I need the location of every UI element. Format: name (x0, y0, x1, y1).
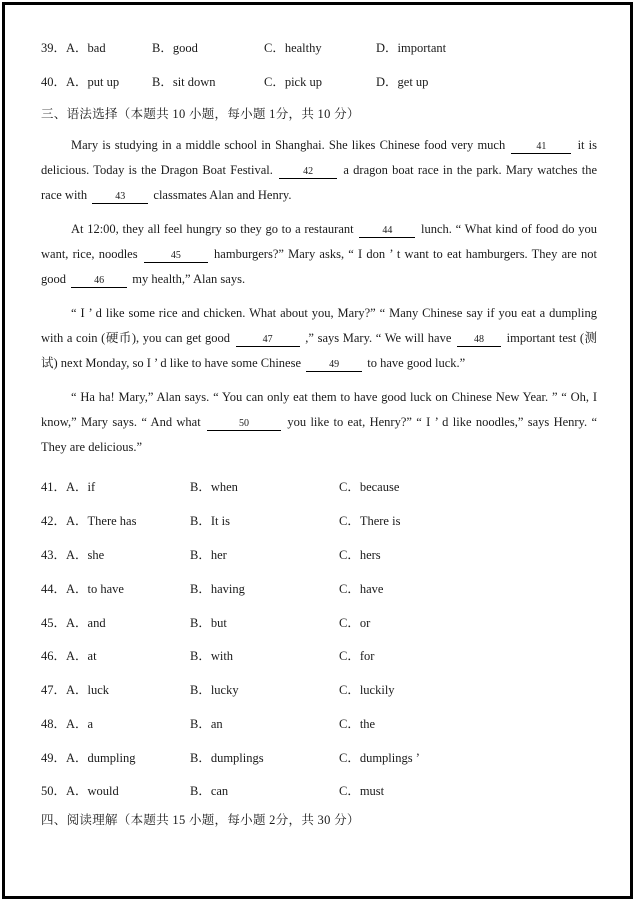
passage-text: Mary is studying in a middle school in Shanghai. She likes Chinese food very much (71, 138, 506, 152)
option-a: A．to have (66, 582, 124, 596)
question-number: 48． (41, 717, 67, 731)
passage-text: classmates Alan and Henry. (153, 188, 292, 202)
blank-49: 49 (306, 359, 362, 372)
passage-paragraph-1 (41, 133, 597, 208)
option-a: A．luck (66, 683, 110, 697)
option-c: C．or (339, 616, 371, 630)
question-number: 42． (41, 514, 67, 528)
blank-44: 44 (359, 225, 415, 238)
passage-paragraph-4 (41, 385, 597, 460)
option-b: B．an (190, 717, 223, 731)
passage (41, 133, 597, 460)
option-b: B．her (190, 548, 227, 562)
option-c: C．luckily (339, 683, 395, 697)
option-b: B．but (190, 616, 227, 630)
blank-48: 48 (457, 334, 501, 347)
option-c: C．hers (339, 548, 381, 562)
passage-text: “ I ’ d like some rice and chicken. What about you, Mary?” “ Many Chinese say if you eat a dumpling with a coin (硬币), you can get good (41, 306, 597, 345)
option-b: B．dumplings (190, 751, 264, 765)
question-number: 39． (41, 41, 67, 55)
option-b: B．It is (190, 514, 230, 528)
option-b: B．can (190, 784, 229, 798)
question-number: 49． (41, 751, 67, 765)
blank-46: 46 (71, 275, 127, 288)
question-number: 45． (41, 616, 67, 630)
option-a: A．she (66, 548, 105, 562)
option-d: D．get up (376, 75, 429, 89)
passage-paragraph-2 (41, 217, 597, 292)
passage-text: At 12:00, they all feel hungry so they go to a restaurant (71, 222, 354, 236)
passage-text: my health,” Alan says. (132, 272, 246, 286)
question-number: 40． (41, 75, 67, 89)
option-a: A．if (66, 480, 96, 494)
blank-45: 45 (144, 250, 208, 263)
option-b: B．when (190, 480, 238, 494)
option-c: C．healthy (264, 41, 322, 55)
option-c: C．because (339, 480, 400, 494)
question-number: 43． (41, 548, 67, 562)
question-number: 44． (41, 582, 67, 596)
option-c: C．dumplings ’ (339, 751, 420, 765)
passage-text: lunch. “ What kind of food do you want, rice, noodles (41, 222, 598, 261)
question-number: 41． (41, 480, 67, 494)
passage-text: to have good luck.” (367, 356, 466, 370)
option-b: B．good (152, 41, 198, 55)
option-a: A．There has (66, 514, 137, 528)
option-d: D．important (376, 41, 447, 55)
passage-text: you like to eat, Henry?” “ I ’ d like noodles,” says Henry. “ They are delicious.” (41, 415, 597, 454)
passage-text: important test (测试) next Monday, so I ’ d like to have some Chinese (41, 331, 598, 370)
blank-43: 43 (92, 191, 148, 204)
option-b: B．having (190, 582, 245, 596)
option-c: C．pick up (264, 75, 322, 89)
question-number: 47． (41, 683, 67, 697)
blank-50: 50 (207, 418, 281, 431)
passage-text: hamburgers?” Mary asks, “ I don ’ t want to eat hamburgers. They are not good (41, 247, 598, 286)
blank-42: 42 (279, 166, 337, 179)
passage-text: ,” says Mary. “ We will have (305, 331, 452, 345)
option-c: C．have (339, 582, 384, 596)
passage-text: a dragon boat race in the park. Mary watches the race with (41, 163, 597, 202)
blank-47: 47 (236, 334, 300, 347)
blank-41: 41 (511, 141, 571, 154)
question-number: 46． (41, 649, 67, 663)
passage-paragraph-3 (41, 301, 597, 376)
option-b: B．with (190, 649, 234, 663)
option-a: A．dumpling (66, 751, 136, 765)
question-number: 50． (41, 784, 67, 798)
option-a: A．bad (66, 41, 106, 55)
option-a: A．at (66, 649, 97, 663)
passage-text: “ Ha ha! Mary,” Alan says. “ You can only eat them to have good luck on Chinese New Year. ” “ Oh, I know,” Mary says. “ And what (41, 390, 597, 429)
passage-text: it is delicious. Today is the Dragon Boat Festival. (41, 138, 598, 177)
section-4-heading: 四、阅读理解（本题共 15 小题，每小题 2分，共 30 分） (41, 813, 360, 827)
option-a: A．would (66, 784, 119, 798)
option-c: C．the (339, 717, 376, 731)
option-c: C．must (339, 784, 385, 798)
option-a: A．a (66, 717, 94, 731)
option-b: B．sit down (152, 75, 216, 89)
section-3-heading: 三、语法选择（本题共 10 小题，每小题 1分，共 10 分） (41, 107, 360, 121)
option-c: C．There is (339, 514, 401, 528)
option-a: A．and (66, 616, 106, 630)
option-a: A．put up (66, 75, 120, 89)
option-b: B．lucky (190, 683, 239, 697)
option-c: C．for (339, 649, 375, 663)
